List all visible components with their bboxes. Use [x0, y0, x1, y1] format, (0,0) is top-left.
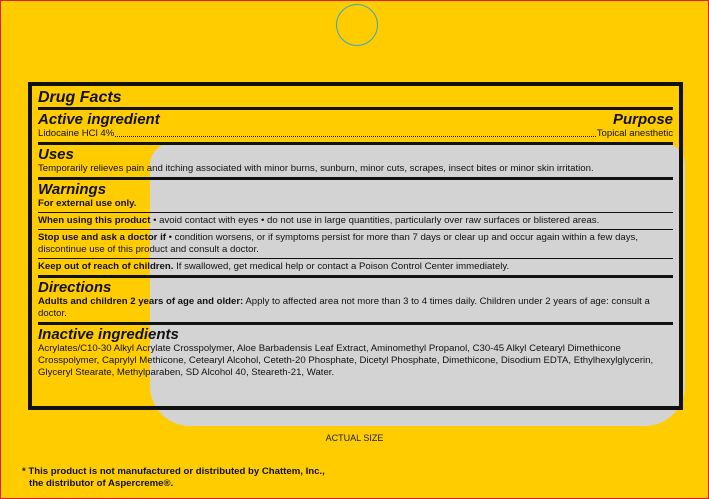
uses-section: [38, 142, 673, 177]
stop-use-text: • condition worsens, or if symptoms persist for more than 7 days or clear up and occur again within a few days, discontinue use of this product and consult a doctor.: [38, 232, 639, 255]
keep-out-text: If swallowed, get medical help or contact a Poison Control Center immediately.: [173, 261, 510, 272]
footnote: [22, 466, 325, 490]
when-using-label: When using this product: [38, 215, 151, 226]
inactive-ingredients-section: [38, 322, 673, 381]
directions-text: Apply to affected area not more than 3 to 4 times daily. Children under 2 years of age: consult a doctor.: [38, 296, 650, 319]
hang-hole-icon: [336, 4, 378, 46]
active-ingredient-heading: Active ingredient: [38, 111, 160, 128]
directions-heading: Directions: [38, 279, 112, 296]
warnings-heading: Warnings: [38, 181, 107, 198]
stop-use-label: Stop use and ask a doctor if: [38, 232, 166, 243]
uses-heading: Uses: [38, 146, 74, 163]
footnote-line-2: the distributor of Aspercreme®.: [29, 478, 174, 489]
keep-out-warning: [38, 258, 673, 273]
footnote-line-1: * This product is not manufactured or distributed by Chattem, Inc.,: [22, 466, 325, 477]
keep-out-label: Keep out of reach of children.: [38, 261, 174, 272]
dot-leader: [115, 136, 595, 137]
external-use-warning: For external use only.: [38, 198, 137, 209]
active-ingredient-purpose: Topical anesthetic: [596, 128, 673, 139]
warnings-section: [38, 177, 673, 275]
active-ingredient-name: Lidocaine HCl 4%: [38, 128, 115, 139]
uses-text: Temporarily relieves pain and itching associated with minor burns, sunburn, minor cuts, scrapes, insect bites or minor skin irritation.: [38, 163, 594, 174]
inactive-ingredients-heading: Inactive ingredients: [38, 326, 179, 343]
directions-section: [38, 275, 673, 322]
inactive-ingredients-text: Acrylates/C10-30 Alkyl Acrylate Crosspolymer, Aloe Barbadensis Leaf Extract, Aminomethyl Propanol, C30-45 Alkyl Cetearyl Dimethicone Crosspolymer, Caprylyl Methicone, Cetearyl Alcohol, Ceteth-20 Phosphate, Dicetyl Phosphate, Dimethicone, Disodium EDTA, Ethylhexylglycerin, Glyceryl Stearate, Methylparaben, SD Alcohol 40, Steareth-21, Water.: [38, 343, 654, 378]
drug-facts-title: Drug Facts: [38, 89, 122, 106]
purpose-heading: Purpose: [612, 111, 673, 128]
active-ingredient-section: [38, 107, 673, 142]
when-using-warning: [38, 212, 673, 229]
stop-use-warning: [38, 229, 673, 258]
when-using-text: • avoid contact with eyes • do not use in large quantities, particularly over raw surfaces or blistered areas.: [150, 215, 600, 226]
drug-facts-panel: [28, 82, 683, 410]
directions-label: Adults and children 2 years of age and older:: [38, 296, 244, 307]
actual-size-label: ACTUAL SIZE: [325, 433, 384, 443]
